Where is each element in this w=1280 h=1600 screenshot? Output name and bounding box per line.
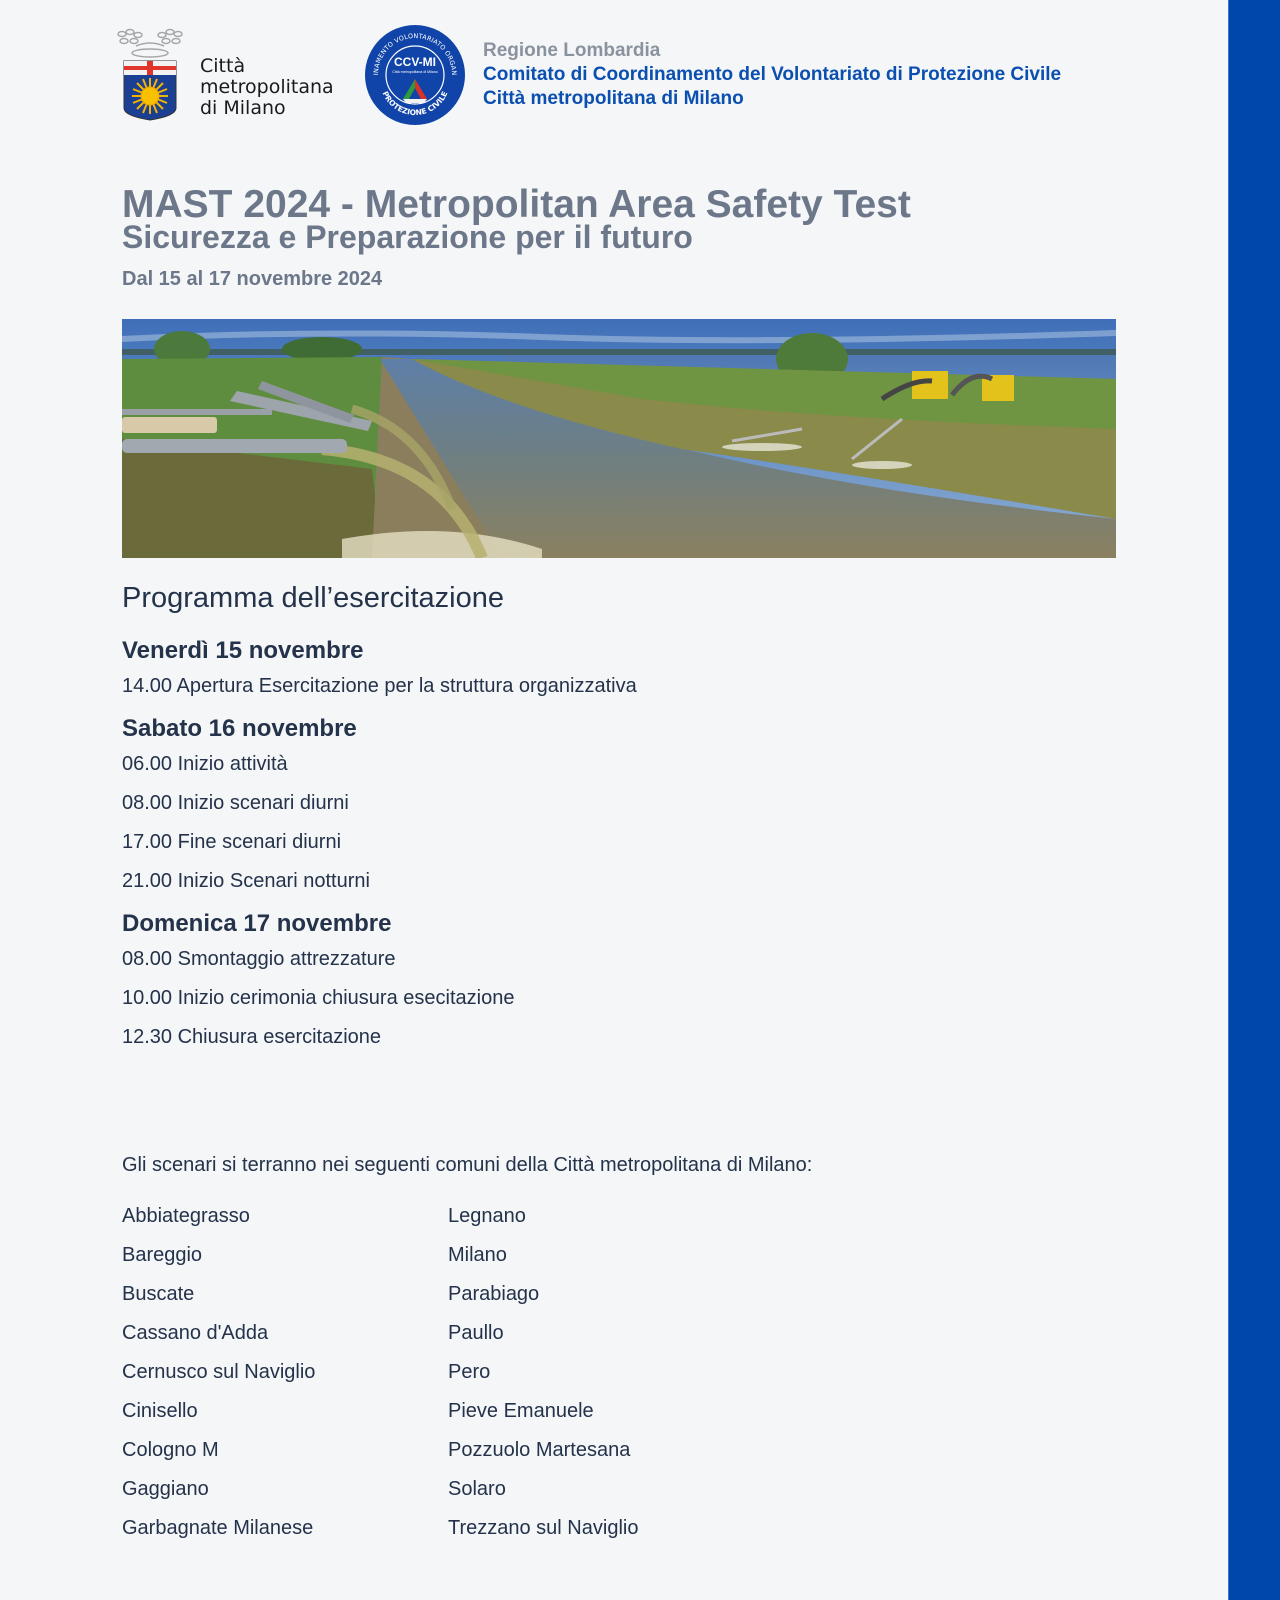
logo-text-line2: metropolitana [200, 76, 334, 98]
organization-block [483, 39, 1061, 111]
badge-ring-top-text: INAMENTO VOLONTARIATO ORGAN [371, 31, 459, 76]
comune-item: Cinisello [122, 1400, 198, 1422]
day-sunday [122, 909, 1122, 1049]
comune-item: Cologno M [122, 1439, 219, 1461]
comune-item: Buscate [122, 1283, 195, 1305]
event-item: 06.00 Inizio attività [122, 753, 288, 775]
badge-acronym: CCV-MI [394, 55, 436, 69]
day-title: Domenica 17 novembre [122, 910, 392, 937]
canal-pumps-photo [122, 319, 1116, 558]
event-dates: Dal 15 al 17 novembre 2024 [122, 268, 383, 290]
comune-item: Solaro [448, 1478, 506, 1500]
day-title: Venerdì 15 novembre [122, 637, 364, 664]
badge-subtitle: Città metropolitana di Milano [392, 70, 438, 74]
comune-item: Garbagnate Milanese [122, 1517, 314, 1539]
comune-item: Cassano d'Adda [122, 1322, 269, 1344]
logo-ccv-mi [364, 24, 466, 126]
day-friday [122, 636, 1122, 698]
logo-citta-metropolitana [110, 24, 350, 128]
program-section [122, 580, 1122, 1065]
comune-item: Abbiategrasso [122, 1205, 250, 1227]
comune-item: Legnano [448, 1205, 526, 1227]
comune-item: Pieve Emanuele [448, 1400, 594, 1422]
hero-image [122, 319, 1116, 558]
page-subtitle: Sicurezza e Preparazione per il futuro [122, 219, 693, 255]
comune-item: Paullo [448, 1322, 504, 1344]
event-item: 12.30 Chiusura esercitazione [122, 1026, 382, 1048]
event-item: 10.00 Inizio cerimonia chiusura esecitazione [122, 987, 515, 1009]
event-item: 08.00 Inizio scenari diurni [122, 792, 349, 814]
day-title: Sabato 16 novembre [122, 715, 357, 742]
page-title: MAST 2024 - Metropolitan Area Safety Test [122, 183, 911, 226]
day-saturday [122, 714, 1122, 893]
logo-text-line1: Città [200, 55, 246, 77]
event-item: 21.00 Inizio Scenari notturni [122, 870, 370, 892]
badge-ring-bottom-text: PROTEZIONE CIVILE [380, 89, 450, 118]
comuni-list [122, 1204, 822, 1540]
comune-item: Pozzuolo Martesana [448, 1439, 631, 1461]
comune-item: Milano [448, 1244, 507, 1266]
event-item: 08.00 Smontaggio attrezzature [122, 948, 396, 970]
org-region: Regione Lombardia [483, 40, 661, 61]
side-accent-bar [1228, 0, 1280, 1600]
coat-of-arms-icon [110, 26, 190, 122]
title-block [122, 183, 1122, 291]
header [110, 24, 1120, 128]
comune-item: Gaggiano [122, 1478, 209, 1500]
org-comitato: Comitato di Coordinamento del Volontariato di Protezione Civile [483, 64, 1062, 85]
comune-item: Trezzano sul Naviglio [448, 1517, 639, 1539]
comune-item: Cernusco sul Naviglio [122, 1361, 316, 1383]
comune-item: Parabiago [448, 1283, 540, 1305]
event-item: 17.00 Fine scenari diurni [122, 831, 342, 853]
event-item: 14.00 Apertura Esercitazione per la struttura organizzativa [122, 675, 637, 697]
ccv-mi-badge-icon [364, 24, 466, 126]
comuni-intro: Gli scenari si terranno nei seguenti comuni della Città metropolitana di Milano: [122, 1154, 813, 1176]
logo-text-line3: di Milano [200, 97, 286, 119]
comune-item: Pero [448, 1361, 491, 1383]
comune-item: Bareggio [122, 1244, 203, 1266]
program-title: Programma dell’esercitazione [122, 582, 504, 614]
org-city: Città metropolitana di Milano [483, 88, 744, 109]
